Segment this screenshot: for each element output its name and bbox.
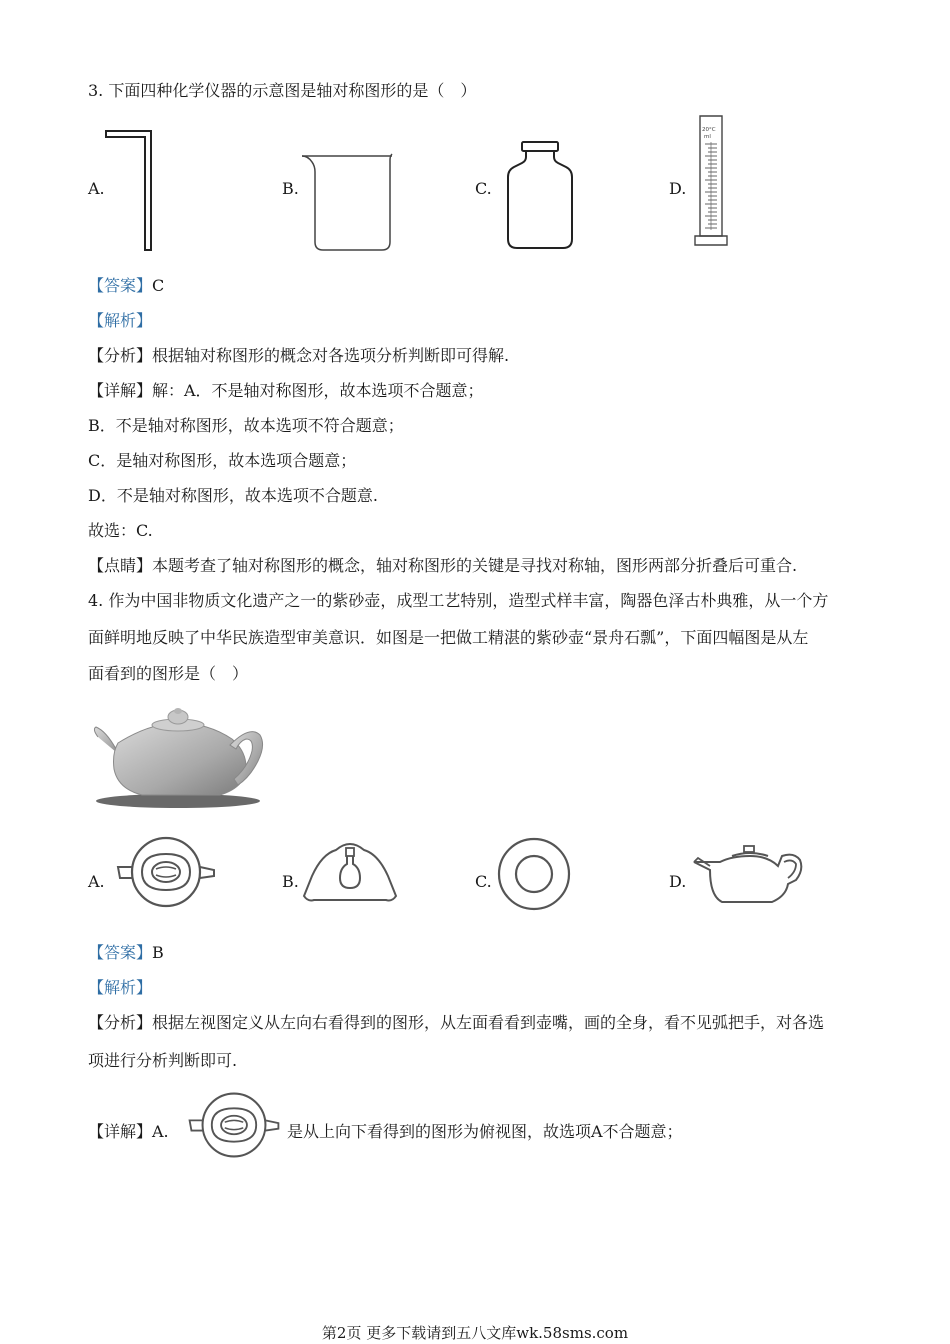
q3-cylinder-unit-text: ml bbox=[704, 134, 711, 140]
q4-option-d-label: D. bbox=[669, 872, 687, 891]
q3-option-c-label: C. bbox=[475, 179, 492, 198]
q3-answer-tag: 【答案】 bbox=[88, 276, 153, 295]
teapot-photo bbox=[90, 705, 270, 810]
q4-question-line-3: 面看到的图形是（ ） bbox=[88, 664, 249, 683]
q4-answer-tag: 【答案】 bbox=[88, 943, 153, 962]
q3-question: 3. 下面四种化学仪器的示意图是轴对称图形的是（ ） bbox=[88, 81, 477, 100]
q4-question-line-1: 4. 作为中国非物质文化遗产之一的紫砂壶，成型工艺特别，造型式样丰富，陶器色泽古朴典雅，从一个方 bbox=[88, 591, 829, 610]
q3-choose: 故选：C. bbox=[88, 521, 153, 540]
q3-option-d-label: D. bbox=[669, 179, 687, 198]
q3-option-b-label: B. bbox=[282, 179, 299, 198]
q3-line-b: B．不是轴对称图形，故本选项不符合题意； bbox=[88, 416, 404, 435]
q4-option-c-bottom-view-image bbox=[496, 836, 576, 916]
q4-option-b-label: B. bbox=[282, 872, 299, 891]
q3-beaker-image bbox=[298, 150, 398, 255]
q3-option-a-label: A. bbox=[88, 179, 105, 198]
q4-option-c-label: C. bbox=[475, 872, 492, 891]
q4-xiangjie-inline-top-view-image bbox=[186, 1088, 282, 1162]
q4-fenxi-line-2: 项进行分析判断即可. bbox=[88, 1051, 238, 1070]
q4-xiangjie-suffix: 是从上向下看得到的图形为俯视图，故选项A不合题意； bbox=[287, 1122, 683, 1141]
q4-option-b-side-view-image bbox=[300, 836, 400, 906]
q3-measuring-cylinder-image bbox=[692, 112, 732, 250]
q4-option-a-label: A. bbox=[88, 872, 105, 891]
q4-option-a-top-view-image bbox=[116, 832, 216, 912]
q3-bent-tube-image bbox=[100, 128, 160, 254]
q3-line-c: C．是轴对称图形，故本选项合题意； bbox=[88, 451, 357, 470]
q4-question-line-2: 面鲜明地反映了中华民族造型审美意识．如图是一把做工精湛的紫砂壶“景舟石瓢”，下面四幅图是从左 bbox=[88, 628, 809, 647]
q3-answer-line bbox=[88, 276, 164, 296]
q3-fenxi: 【分析】根据轴对称图形的概念对各选项分析判断即可得解. bbox=[88, 346, 510, 365]
q4-answer: B bbox=[152, 943, 164, 962]
q4-answer-line bbox=[88, 943, 164, 963]
q4-xiangjie-prefix: 【详解】A. bbox=[88, 1122, 169, 1141]
q3-xiangjie: 【详解】解：A．不是轴对称图形，故本选项不合题意； bbox=[88, 381, 484, 400]
q3-cylinder-temp-text: 20°C bbox=[702, 127, 716, 133]
q4-option-d-front-view-image bbox=[692, 840, 808, 906]
q3-dianjing: 【点睛】本题考查了轴对称图形的概念，轴对称图形的关键是寻找对称轴，图形两部分折叠后可重合. bbox=[88, 556, 798, 575]
q3-reagent-bottle-image bbox=[500, 139, 580, 251]
q4-fenxi-line-1: 【分析】根据左视图定义从左向右看得到的图形，从左面看看到壶嘴，画的全身，看不见弧把手，对各选 bbox=[88, 1013, 825, 1032]
q4-analysis-tag: 【解析】 bbox=[88, 978, 153, 997]
q3-analysis-tag: 【解析】 bbox=[88, 311, 153, 330]
q3-line-d: D．不是轴对称图形，故本选项不合题意. bbox=[88, 486, 378, 505]
q3-answer: C bbox=[152, 276, 165, 295]
page-footer: 第2页 更多下载请到五八文库wk.58sms.com bbox=[321, 1324, 629, 1342]
